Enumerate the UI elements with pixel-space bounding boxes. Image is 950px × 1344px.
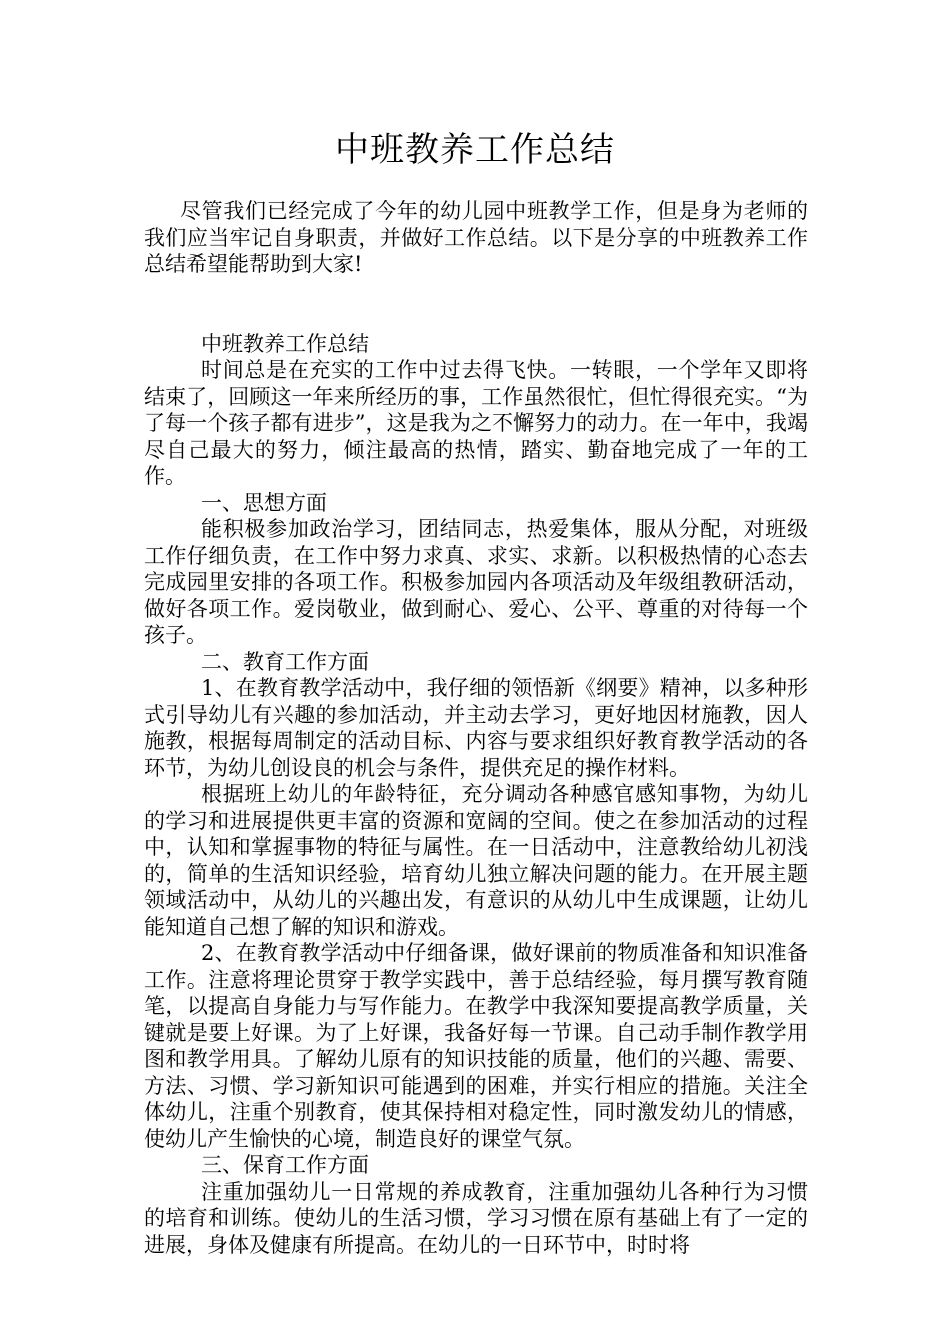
body-paragraph: 能积极参加政治学习，团结同志，热爱集体，服从分配，对班级工作仔细负责，在工作中努力求真、求实、求新。以积极热情的心态去完成园里安排的各项工作。积极参加园内各项活动及年级组教研活动，做好各项工作。爱岗敬业，做到耐心、爱心、公平、尊重的对待每一个孩子。 xyxy=(144,517,808,647)
body-paragraph: 时间总是在充实的工作中过去得飞快。一转眼，一个学年又即将结束了，回顾这一年来所经历的事，工作虽然很忙，但忙得很充实。“为了每一个孩子都有进步”，这是我为之不懈努力的动力。在一年中，我竭尽自己最大的努力，倾注最高的热情，踏实、勤奋地完成了一年的工作。 xyxy=(144,358,808,488)
body-paragraph: 1、在教育教学活动中，我仔细的领悟新《纲要》精神，以多种形式引导幼儿有兴趣的参加活动，并主动去学习，更好地因材施教，因人施教，根据每周制定的活动目标、内容与要求组织好教育教学活动的各环节，为幼儿创设良的机会与条件，提供充足的操作材料。 xyxy=(144,676,808,780)
section-heading: 一、思想方面 xyxy=(201,490,327,515)
paragraph-gap xyxy=(144,278,808,331)
section-heading: 中班教养工作总结 xyxy=(201,331,369,356)
document-title: 中班教养工作总结 xyxy=(335,130,615,170)
section-heading: 三、保育工作方面 xyxy=(201,1153,369,1177)
intro-paragraph: 尽管我们已经完成了今年的幼儿园中班教学工作，但是身为老师的我们应当牢记自身职责，并做好工作总结。以下是分享的中班教养工作总结希望能帮助到大家! xyxy=(144,199,808,276)
body-paragraph: 根据班上幼儿的年龄特征，充分调动各种感官感知事物，为幼儿的学习和进展提供更丰富的资源和宽阔的空间。使之在参加活动的过程中，认知和掌握事物的特征与属性。在一日活动中，注意教给幼儿初浅的，简单的生活知识经验，培育幼儿独立解决问题的能力。在开展主题领域活动中，从幼儿的兴趣出发，有意识的从幼儿中生成课题，让幼儿能知道自己想了解的知识和游戏。 xyxy=(144,782,808,939)
body-paragraph: 2、在教育教学活动中仔细备课，做好课前的物质准备和知识准备工作。注意将理论贯穿于教学实践中，善于总结经验，每月撰写教育随笔，以提高自身能力与写作能力。在教学中我深知要提高教学质量，关键就是要上好课。为了上好课，我备好每一节课。自己动手制作教学用图和教学用具。了解幼儿原有的知识技能的质量，他们的兴趣、需要、方法、习惯、学习新知识可能遇到的困难，并实行相应的措施。关注全体幼儿，注重个别教育，使其保持相对稳定性，同时激发幼儿的情感，使幼儿产生愉快的心境，制造良好的课堂气氛。 xyxy=(144,941,808,1151)
body-paragraph: 注重加强幼儿一日常规的养成教育，注重加强幼儿各种行为习惯的培育和训练。使幼儿的生活习惯，学习习惯在原有基础上有了一定的进展，身体及健康有所提高。在幼儿的一日环节中，时时将 xyxy=(144,1179,808,1257)
section-heading: 二、教育工作方面 xyxy=(201,649,369,674)
document-body xyxy=(144,198,808,1258)
